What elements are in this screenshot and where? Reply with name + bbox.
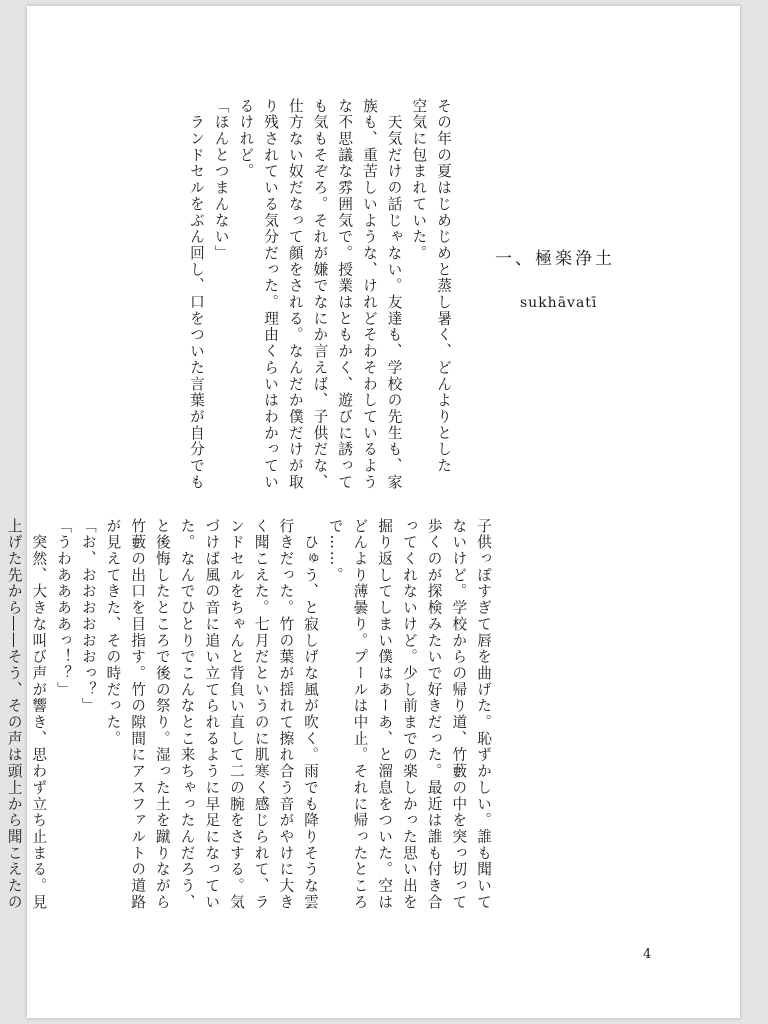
text-line: 突然、大きな叫び声が響き、思わず立ち止まる。見 bbox=[30, 518, 48, 911]
text-line: その年の夏はじめじめと蒸し暑く、どんよりとした bbox=[435, 98, 452, 475]
text-line: で……。 bbox=[326, 518, 344, 584]
text-line: た。なんでひとりでこんなとこ来ちゃったんだろう、 bbox=[178, 518, 196, 911]
text-line: く聞こえた。七月だというのに肌寒く感じられて、ラ bbox=[252, 518, 270, 911]
text-line: 子供っぽすぎて唇を曲げた。恥ずかしい。誰も聞いて bbox=[475, 518, 492, 911]
text-line: 「ほんとつまんない」 bbox=[212, 98, 230, 262]
text-line: 「お、おおおおおおっ？」 bbox=[79, 518, 97, 715]
text-line: どんより薄曇り。プールは中止。それに帰ったところ bbox=[351, 518, 369, 911]
text-line: 族も、重苦しいような、けれどそわそわしているよう bbox=[360, 98, 378, 491]
text-line: ないけど。学校からの帰り道、竹藪の中を突っ切って bbox=[450, 518, 468, 911]
text-line: と後悔したところで後の祭り。湿った土を蹴りながら bbox=[153, 518, 171, 911]
chapter-title: 一、極楽浄土 bbox=[495, 249, 615, 269]
text-line: が見えてきた、その時だった。 bbox=[104, 518, 122, 747]
text-line: 行きだった。竹の葉が揺れて擦れ合う音がやけに大き bbox=[277, 518, 295, 911]
text-line: も気もそぞろ。それが嫌でなにか言えば、子供だな、 bbox=[311, 98, 329, 491]
text-line: り残されている気分だった。理由くらいはわかってい bbox=[262, 98, 280, 491]
text-line: 天気だけの話じゃない。友達も、学校の先生も、家 bbox=[385, 98, 403, 491]
book-page bbox=[5, 6, 740, 1018]
text-line: ランドセルをぶん回し、口をついた言葉が自分でも bbox=[187, 98, 205, 491]
text-line: ってくれないけど。少し前までの楽しかった思い出を bbox=[400, 518, 418, 911]
upper-text-block bbox=[183, 98, 455, 493]
text-line: ひゅう、と寂しげな風が吹く。雨でも降りそうな雲 bbox=[302, 518, 320, 911]
page-number: 4 bbox=[643, 947, 652, 962]
text-line: るけれど。 bbox=[237, 98, 255, 180]
lower-text-block bbox=[0, 518, 495, 943]
chapter-subtitle: sukhāvatī bbox=[520, 295, 598, 311]
text-line: 上げた先から――そう、その声は頭上から聞こえたの bbox=[5, 518, 23, 911]
text-line: 空気に包まれていた。 bbox=[410, 98, 428, 262]
text-line: ンドセルをちゃんと背負い直して二の腕をさする。気 bbox=[227, 518, 245, 911]
text-line: づけば風の音に追い立てられるように早足になってい bbox=[203, 518, 221, 911]
text-line: な不思議な雰囲気で。授業はともかく、遊びに誘って bbox=[336, 98, 354, 491]
text-line: 竹藪の出口を目指す。竹の隙間にアスファルトの道路 bbox=[129, 518, 147, 911]
text-line: 仕方ない奴だなって顔をされる。なんだか僕だけが取 bbox=[286, 98, 304, 491]
text-line: 歩くのが探検みたいで好きだった。最近は誰も付き合 bbox=[425, 518, 443, 911]
text-line: 「うわああああっ！？」 bbox=[55, 518, 73, 698]
text-line: 掘り返してしまい僕はあーあ、と溜息をついた。空は bbox=[376, 518, 394, 911]
